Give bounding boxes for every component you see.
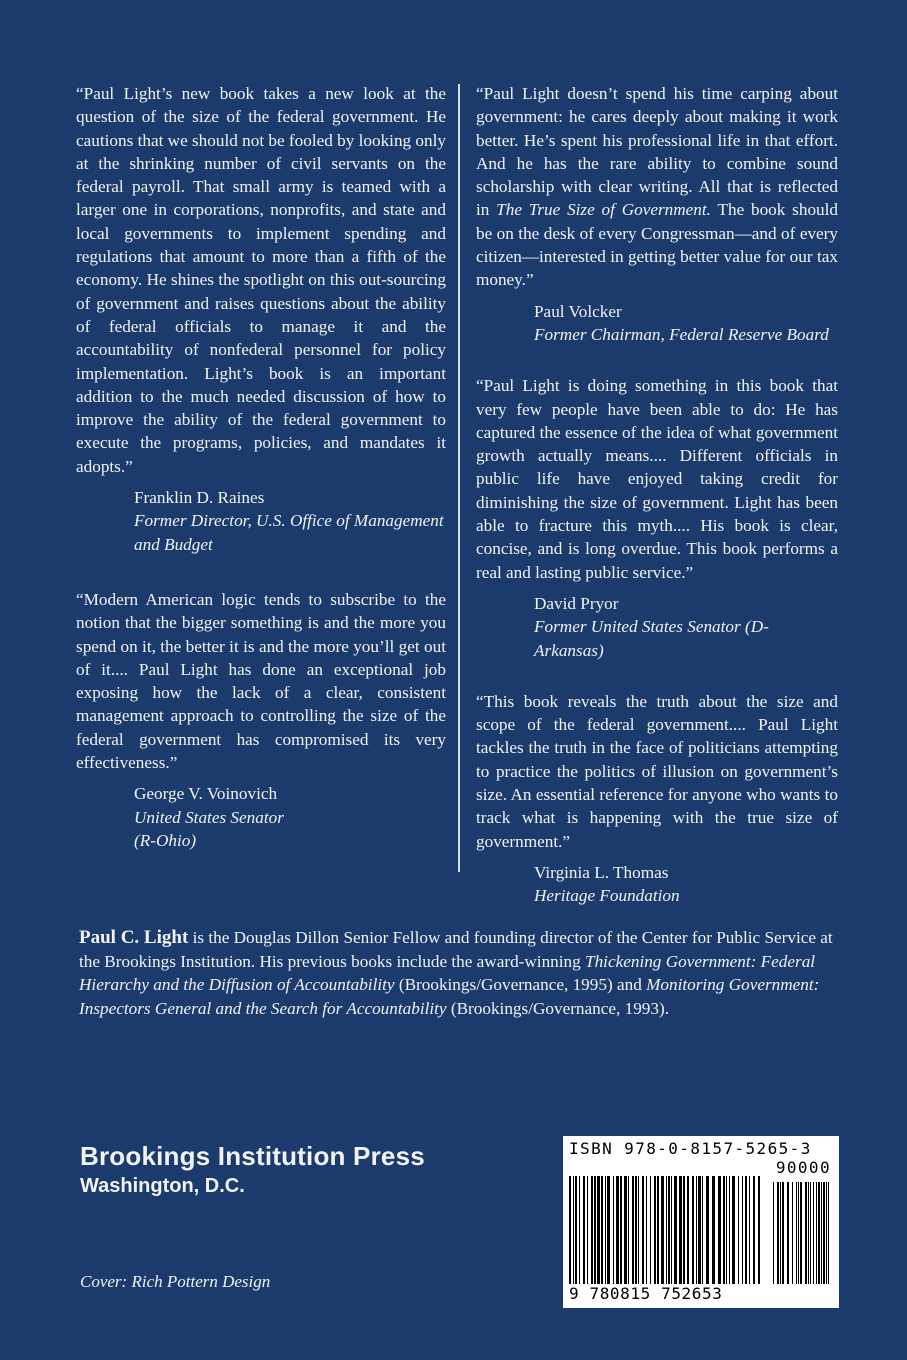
barcode-bar	[635, 1176, 637, 1284]
barcode-bar	[583, 1176, 585, 1284]
endorsement-attribution	[76, 782, 446, 852]
barcode-bar	[657, 1176, 659, 1284]
barcode-bar	[718, 1176, 721, 1284]
quote-text: The book should be on the desk of every Congressman—and of every citizen—interested in getting better value for our tax money.”	[476, 200, 838, 290]
barcode-bar	[810, 1182, 811, 1284]
endorser-title: Heritage Foundation	[534, 886, 680, 906]
barcode-bar	[816, 1182, 817, 1284]
publisher-city: Washington, D.C.	[80, 1175, 245, 1197]
endorser-name: Paul Volcker	[534, 301, 622, 321]
barcode-bar	[777, 1182, 779, 1284]
author-name: Paul C. Light	[79, 927, 189, 948]
barcode-bar	[579, 1176, 580, 1284]
barcode-bar	[668, 1176, 670, 1284]
barcode-bar	[654, 1176, 656, 1284]
barcode-bar	[573, 1176, 574, 1284]
barcode-bar	[826, 1182, 827, 1284]
isbn-barcode	[563, 1136, 839, 1308]
barcode-bar	[674, 1176, 677, 1284]
barcode-bar	[597, 1176, 600, 1284]
endorser-title: Former Chairman, Federal Reserve Board	[534, 324, 829, 344]
barcode-bar	[742, 1176, 743, 1284]
barcode-bar	[828, 1182, 829, 1284]
column-divider	[458, 84, 460, 872]
endorser-name: George V. Voinovich	[134, 784, 278, 804]
barcode-bar	[650, 1176, 651, 1284]
barcode-bar	[800, 1182, 802, 1284]
endorser-title: United States Senator (R-Ohio)	[134, 807, 284, 850]
endorsement-quote: “Paul Light’s new book takes a new look at the question of the size of the federal government. He cautions that we should not be fooled by looking only at the shrinking number of civil servants on the federal payroll. That small army is teamed with a larger one in corporations, nonprofits, and state and local governments to implement spending and regulations that amount to more than a fifth of the economy. He shines the spotlight on this out-sourcing of government and raises questions about the ability of federal officials to manage it and the accountability of nonfederal personnel for policy implementation. Light’s book is an important addition to the much needed discussion of how to improve the ability of the federal government to execute the programs, policies, and mandates it adopts.”	[76, 84, 446, 476]
barcode-bar	[666, 1176, 667, 1284]
price-addon: 90000	[775, 1158, 831, 1177]
barcode-bar	[782, 1182, 784, 1284]
barcode-bar	[620, 1176, 622, 1284]
barcode-bar	[601, 1176, 603, 1284]
endorser-title: Former Director, U.S. Office of Management and Budget	[134, 511, 444, 554]
book-title: Monitoring Government: Inspectors General and the Search for Accountability	[79, 975, 820, 1018]
barcode-digits: 9 780815 752653	[569, 1284, 723, 1303]
endorsement-thomas	[476, 690, 838, 908]
barcode-bars	[569, 1176, 833, 1284]
barcode-bar	[679, 1176, 682, 1284]
barcode-bar	[687, 1176, 689, 1284]
quote-text: “Paul Light doesn’t spend his time carping about government: he cares deeply about making it work better. He’s spent his professional life in that effort. And he has the rare ability to combine sound scholarship with clear writing. All that is reflected in	[476, 84, 838, 220]
barcode-bar	[624, 1176, 627, 1284]
barcode-bar	[607, 1176, 610, 1284]
barcode-bar	[753, 1176, 755, 1284]
bio-text: (Brookings/Governance, 1993).	[446, 998, 669, 1018]
barcode-bar	[646, 1176, 647, 1284]
endorsement-pryor	[476, 374, 838, 662]
barcode-bar	[787, 1182, 789, 1284]
barcode-bar	[732, 1176, 735, 1284]
book-title: The True Size of Government.	[496, 200, 711, 220]
endorser-name: David Pryor	[534, 593, 619, 613]
barcode-bar	[712, 1176, 715, 1284]
barcode-bar	[823, 1182, 825, 1284]
bio-text: is the Douglas Dillon Senior Fellow and founding director of the Center for Public Service at the Brookings Institution. His previous books include the award-winning	[79, 928, 833, 971]
publisher-block	[80, 1140, 425, 1200]
barcode-bar	[792, 1182, 793, 1284]
barcode-bar	[726, 1176, 727, 1284]
barcode-bar	[591, 1176, 593, 1284]
author-bio	[79, 926, 839, 1020]
endorsement-volcker	[476, 82, 838, 346]
barcode-bar	[796, 1182, 797, 1284]
endorsement-raines	[76, 82, 446, 556]
barcode-bar	[706, 1176, 709, 1284]
barcode-bar	[805, 1182, 807, 1284]
endorsement-quote: “This book reveals the truth about the size and scope of the federal government.... Paul Light tackles the truth in the face of politicians attempting to practice the politics of illusion on government’s size. An essential reference for anyone who wants to track what is happening with the true size of government.”	[476, 691, 838, 851]
barcode-bar	[661, 1176, 664, 1284]
barcode-bar	[813, 1182, 814, 1284]
barcode-bar	[575, 1176, 577, 1284]
isbn-label: ISBN 978-0-8157-5265-3	[569, 1139, 812, 1158]
barcode-bar	[729, 1176, 730, 1284]
barcode-bar	[818, 1182, 820, 1284]
barcode-bar	[671, 1176, 672, 1284]
barcode-bar	[698, 1176, 701, 1284]
barcode-bar	[723, 1176, 725, 1284]
barcode-bar	[773, 1182, 774, 1284]
barcode-bar	[594, 1176, 596, 1284]
barcode-bar	[613, 1176, 614, 1284]
barcode-bar	[616, 1176, 619, 1284]
barcode-bar	[749, 1176, 750, 1284]
right-column	[476, 82, 838, 936]
barcode-bar	[696, 1176, 697, 1284]
book-title: Thickening Government: Federal Hierarchy and the Diffusion of Accountability	[79, 951, 816, 994]
barcode-bar	[605, 1176, 606, 1284]
barcode-bar	[780, 1182, 781, 1284]
barcode-bar	[758, 1176, 760, 1284]
endorsement-attribution	[476, 861, 838, 908]
barcode-bar	[638, 1176, 639, 1284]
endorser-name: Virginia L. Thomas	[534, 862, 669, 882]
barcode-bar	[798, 1182, 799, 1284]
left-column	[76, 82, 446, 884]
endorser-title: Former United States Senator (D-Arkansas)	[534, 617, 769, 660]
endorsement-quote: “Paul Light is doing something in this book that very few people have been able to do: He has captured the essence of the idea of what government growth actually means.... Different officials in public life have enjoyed taking credit for diminishing the size of government. Light has been able to fracture this myth.... His book is clear, concise, and is long overdue. This book performs a real and lasting public service.”	[476, 376, 838, 582]
endorsement-quote: “Modern American logic tends to subscribe to the notion that the bigger something is and the more you spend on it, the better it is and the more you’ll get out of it.... Paul Light has done an exceptional job exposing how the lack of a clear, consistent management approach to controlling the size of the federal government has compromised its very effectiveness.”	[76, 589, 446, 773]
barcode-bar	[642, 1176, 644, 1284]
barcode-bar	[569, 1176, 571, 1284]
endorsement-attribution	[476, 592, 838, 662]
endorsement-voinovich	[76, 588, 446, 852]
endorsement-attribution	[76, 486, 446, 556]
barcode-bar	[821, 1182, 822, 1284]
publisher-name: Brookings Institution Press	[80, 1141, 425, 1171]
barcode-bar	[683, 1176, 685, 1284]
barcode-bar	[628, 1176, 629, 1284]
barcode-bar	[738, 1176, 739, 1284]
barcode-bar	[808, 1182, 809, 1284]
endorsement-attribution	[476, 300, 838, 347]
barcode-bar	[745, 1176, 747, 1284]
endorser-name: Franklin D. Raines	[134, 488, 265, 508]
barcode-bar	[632, 1176, 634, 1284]
barcode-bar	[702, 1176, 703, 1284]
endorsement-quote	[476, 82, 838, 292]
cover-credit: Cover: Rich Pottern Design	[80, 1272, 271, 1291]
barcode-bar	[692, 1176, 694, 1284]
bio-text: (Brookings/Governance, 1995) and	[394, 975, 647, 994]
barcode-bar	[587, 1176, 588, 1284]
